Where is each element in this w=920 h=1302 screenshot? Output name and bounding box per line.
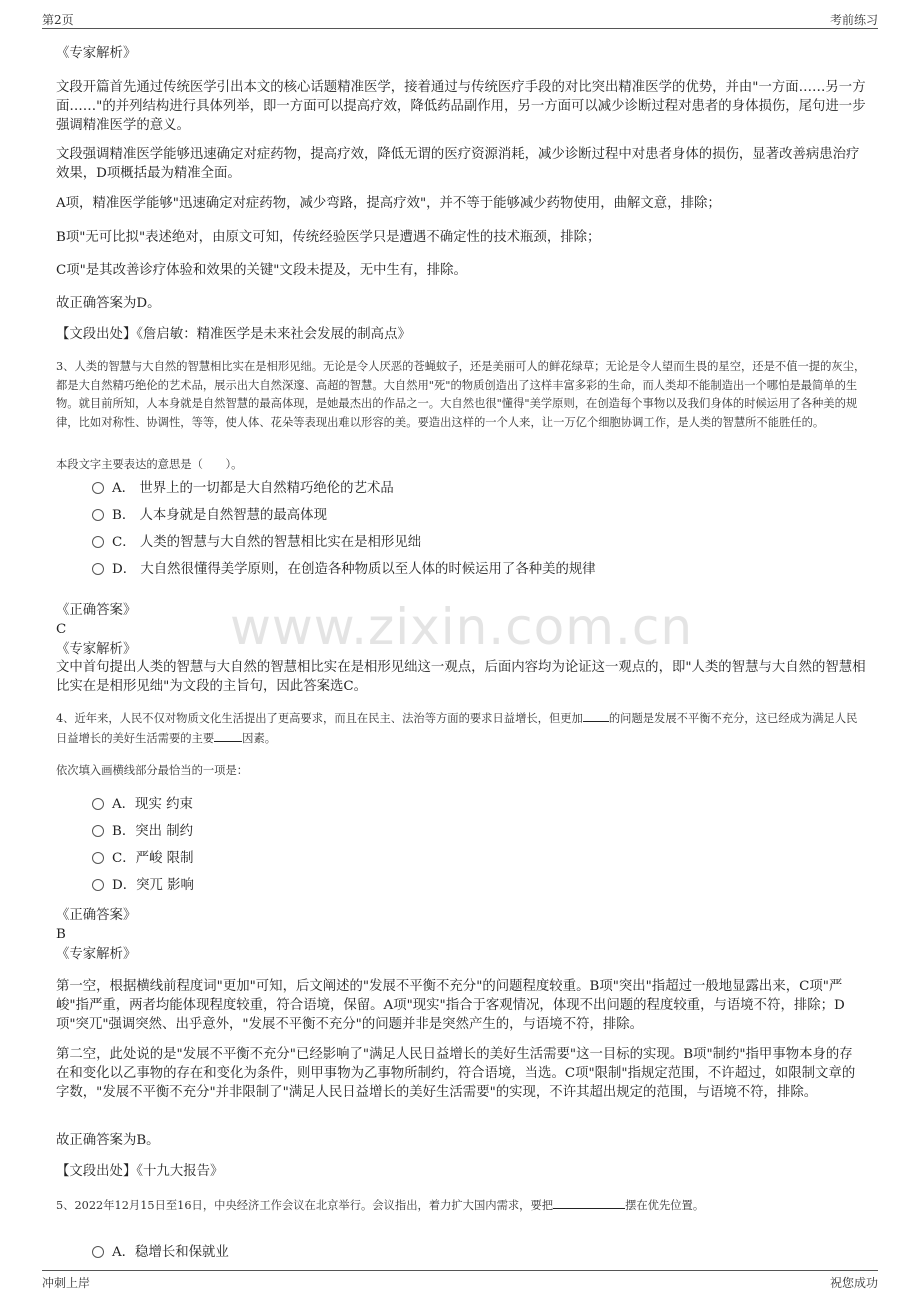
radio-icon <box>92 879 104 891</box>
option-label: C． 人类的智慧与大自然的智慧相比实在是相形见绌 <box>112 535 422 550</box>
q3-option-a[interactable] <box>92 479 394 499</box>
q3-question: 本段文字主要表达的意思是（ ）。 <box>56 458 243 471</box>
option-label: A． 世界上的一切都是大自然精巧绝伦的艺术品 <box>112 481 394 496</box>
q3-option-b[interactable] <box>92 506 327 526</box>
page-footer <box>42 1270 878 1295</box>
q4-option-c[interactable] <box>92 849 193 869</box>
q5-blank <box>553 1196 625 1209</box>
q5-stem-part-b: 摆在优先位置。 <box>625 1199 705 1212</box>
option-label: D．突兀 影响 <box>112 878 194 893</box>
page-header <box>42 8 878 29</box>
radio-icon <box>92 852 104 864</box>
q4-stem <box>56 709 866 748</box>
option-label: A．现实 约束 <box>112 797 193 812</box>
radio-icon <box>92 798 104 810</box>
q2-analysis-p5: C项"是其改善诊疗体验和效果的关键"文段未提及，无中生有，排除。 <box>56 263 467 278</box>
q4-stem-part-a: 4、近年来，人民不仅对物质文化生活提出了更高要求，而且在民主、法治等方面的要求日益增长，但更加 <box>56 712 583 725</box>
q4-analysis-p1: 第一空，根据横线前程度词"更加"可知，后文阐述的"发展不平衡不充分"的问题程度较重。B项"突出"指超过一般地显露出来，C项"严峻"指严重，两者均能体现程度较重，符合语境，保留。A项"现实"指合于客观情况，体现不出问题的程度较重，与语境不符，排除；D项"突兀"强调突然、出乎意外，"发展不平衡不充分"的问题并非是突然产生的，与语境不符，排除。 <box>56 979 845 1032</box>
radio-icon <box>92 563 104 575</box>
q4-blank-1 <box>583 709 609 722</box>
q4-answer: B <box>56 927 66 942</box>
radio-icon <box>92 482 104 494</box>
radio-icon <box>92 536 104 548</box>
q5-stem <box>56 1196 866 1216</box>
q4-question: 依次填入画横线部分最恰当的一项是： <box>56 764 249 777</box>
q4-analysis-p2: 第二空，此处说的是"发展不平衡不充分"已经影响了"满足人民日益增长的美好生活需要"这一目标的实现。B项"制约"指甲事物本身的存在和变化以乙事物的存在和变化为条件，则甲事物为乙事物所制约，符合语境，当选。C项"限制"指规定范围，不许超过，如限制文章的字数，"发展不平衡不充分"并非限制了"满足人民日益增长的美好生活需要"的实现，不许其超出规定的范围，与语境不符，排除。 <box>56 1047 856 1100</box>
q3-answer: C <box>56 622 67 637</box>
radio-icon <box>92 1246 104 1258</box>
q3-answer-label: 《正确答案》 <box>56 603 137 618</box>
radio-icon <box>92 509 104 521</box>
q5-option-a[interactable] <box>92 1243 229 1263</box>
q4-option-d[interactable] <box>92 876 194 896</box>
q2-analysis-label: 《专家解析》 <box>56 46 137 61</box>
q4-option-b[interactable] <box>92 822 193 842</box>
q2-analysis-p1: 文段开篇首先通过传统医学引出本文的核心话题精准医学，接着通过与传统医疗手段的对比突出精准医学的优势，并由"一方面……另一方面……"的并列结构进行具体列举，即一方面可以提高疗效，降低药品副作用，另一方面可以减少诊断过程对患者的身体损伤，尾句进一步强调精准医学的意义。 <box>56 80 866 133</box>
q4-analysis-label: 《专家解析》 <box>56 947 137 962</box>
q4-stem-part-c: 已经成为满足人民日益增长的美好生活需要的主要 <box>56 712 858 745</box>
q4-source: 【文段出处】《十九大报告》 <box>56 1164 224 1179</box>
q4-analysis-p3: 故正确答案为B。 <box>56 1133 160 1148</box>
option-label: C．严峻 限制 <box>112 851 194 866</box>
q3-analysis-label: 《专家解析》 <box>56 642 137 657</box>
q4-answer-label: 《正确答案》 <box>56 908 137 923</box>
page-number: 第2页 <box>42 13 74 27</box>
q4-option-a[interactable] <box>92 795 193 815</box>
option-label: B．突出 制约 <box>112 824 194 839</box>
q2-analysis-p3: A项，精准医学能够"迅速确定对症药物，减少弯路，提高疗效"，并不等于能够减少药物使用，曲解文意，排除； <box>56 196 721 211</box>
watermark: www.zixin.com.cn <box>230 598 694 656</box>
q3-stem: 3、人类的智慧与大自然的智慧相比实在是相形见绌。无论是令人厌恶的苍蝇蚊子，还是美丽可人的鲜花绿草；无论是令人望而生畏的星空，还是不值一提的灰尘，都是大自然精巧绝伦的艺术品，展示出大自然深邃、高超的智慧。大自然用"死"的物质创造出了这样丰富多彩的生命，而人类却不能制造出一个哪怕是最简单的生物。就目前所知，人本身就是自然智慧的最高体现，是她最杰出的作品之一。大自然也很"懂得"美学原则，在创造每个事物以及我们身体的时候运用了各种美的规律，比如对称性、协调性，等等，使人体、花朵等表现出难以形容的美。要造出这样的一个人来，让一万亿个细胞协调工作，是人类的智慧所不能胜任的。 <box>56 360 866 429</box>
q4-blank-2 <box>214 729 242 742</box>
q3-option-d[interactable] <box>92 560 596 580</box>
q2-analysis-p6: 故正确答案为D。 <box>56 296 161 311</box>
option-label: A．稳增长和保就业 <box>112 1245 229 1260</box>
option-label: B． 人本身就是自然智慧的最高体现 <box>112 508 327 523</box>
q2-analysis-p2: 文段强调精准医学能够迅速确定对症药物，提高疗效，降低无谓的医疗资源消耗，减少诊断过程中对患者身体的损伤，显著改善病患治疗效果，D项概括最为精准全面。 <box>56 147 860 181</box>
q4-stem-part-d: 因素。 <box>242 731 277 745</box>
footer-left: 冲刺上岸 <box>42 1276 91 1290</box>
q2-analysis-p4: B项"无可比拟"表述绝对，由原文可知，传统经验医学只是遭遇不确定性的技术瓶颈，排除； <box>56 230 601 245</box>
q5-stem-part-a: 5、2022年12月15日至16日，中央经济工作会议在北京举行。会议指出，着力扩大国内需求，要把 <box>56 1199 554 1212</box>
footer-right: 祝您成功 <box>829 1276 878 1290</box>
q3-option-c[interactable] <box>92 533 421 553</box>
option-label: D． 大自然很懂得美学原则，在创造各种物质以至人体的时候运用了各种美的规律 <box>112 562 596 577</box>
q2-source: 【文段出处】《詹启敏：精准医学是未来社会发展的制高点》 <box>56 327 411 342</box>
q3-analysis: 文中首句提出人类的智慧与大自然的智慧相比实在是相形见绌这一观点，后面内容均为论证这一观点的，即"人类的智慧与大自然的智慧相比实在是相形见绌"为文段的主旨句，因此答案选C。 <box>56 660 866 694</box>
q4-stem-part-b: 的问题是发展不平衡不充分，这 <box>608 712 768 725</box>
radio-icon <box>92 825 104 837</box>
header-title: 考前练习 <box>829 13 878 27</box>
